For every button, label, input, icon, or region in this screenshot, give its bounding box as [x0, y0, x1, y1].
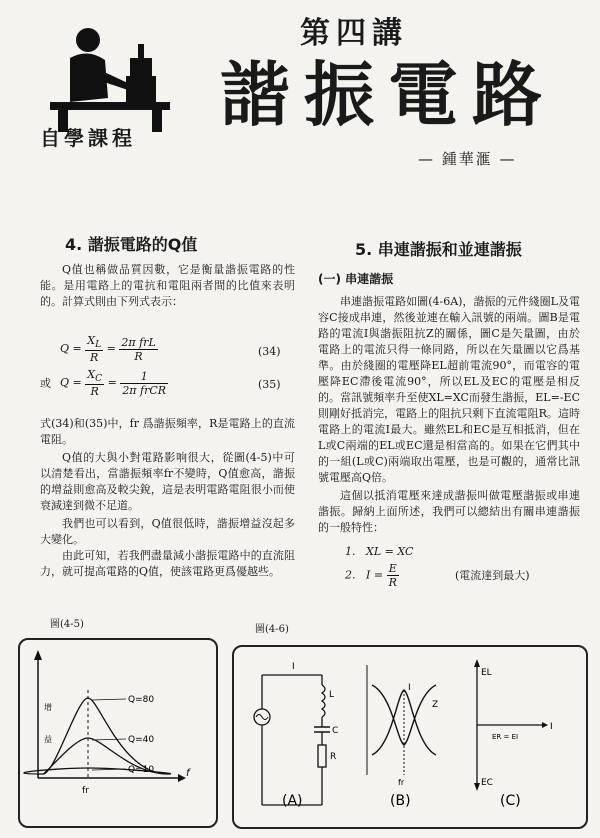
paragraph: 我們也可以看到，Q值很低時，諧振增益沒起多大變化。	[40, 517, 295, 546]
list-item: 2. I = $\frac{E}{R}$	[345, 562, 397, 589]
inductor-label: L	[329, 690, 335, 700]
phasor-i-label: I	[550, 722, 553, 732]
y-label-bottom: 益	[44, 735, 52, 744]
equation-number-34: (34)	[258, 345, 281, 358]
curve-leader-0	[92, 699, 126, 700]
page-title: 諧振電路	[220, 54, 556, 136]
fr-label-b: fr	[398, 778, 405, 787]
section-heading-4: 4. 諧振電路的Q值	[65, 235, 198, 254]
x-label: f	[186, 768, 190, 779]
figure-4-5-chart	[18, 638, 216, 826]
paragraph: 式(34)和(35)中，fr 爲諧振頻率，R是電路上的直流電阻。	[40, 417, 295, 446]
y-axis-arrow	[34, 650, 42, 660]
paragraph: 這個以抵消電壓來達成諧振叫做電壓諧振或串連諧振。歸納上面所述，我們可以總結出有關串連諧振的一般特性：	[318, 489, 580, 534]
curve-label-q-10: Q=10	[128, 765, 155, 775]
author: — 鍾華滙 —	[418, 150, 517, 168]
resistor-label: R	[330, 752, 337, 762]
current-impedance-curves	[367, 665, 438, 787]
current-label: I	[292, 662, 295, 672]
label-a: (A)	[282, 793, 303, 809]
label-c: (C)	[500, 793, 521, 809]
label-b: (B)	[390, 793, 411, 809]
list-item: 1. XL = XC	[345, 545, 414, 558]
curve-label-q-40: Q=40	[128, 735, 155, 745]
x-axis-arrow	[178, 774, 186, 782]
curve-z-label: Z	[432, 700, 439, 710]
paragraph: Q值的大與小對電路影响很大，從圖(4-5)中可以清楚看出，當諧振頻率fr不變時，Q值愈高，諧振的增益則愈高及較尖銳，這是表明電路電阻很小而使衰減達到微不足道。	[40, 451, 295, 512]
y-label-top: 增	[44, 703, 52, 712]
series-circuit	[254, 662, 338, 805]
curve-label-q-80: Q=80	[128, 695, 155, 705]
phasor-diagram	[474, 659, 553, 791]
subheading: (一) 串連諧振	[318, 272, 394, 286]
fr-label: fr	[82, 786, 89, 796]
figure-caption-4-5: 圖(4-5)	[50, 619, 84, 630]
paragraph: 串連諧振電路如圖(4-6A)，諧振的元件綫圈L及電容C接成串連，然後並連在輸入訊號的兩端。圖B是電路的電流I與諧振阻抗Z的關係，圖C是矢量圖，由於電路上的電流只得一條同路，所以在矢量圖以它爲基準。由於綫圈的電壓降EL超前電流90°，而電容的電壓降EC滯後電流90°，所以EL及EC的電壓是相反的。當訊號頻率升至使XL=XC而發生諧振，EL=-EC則剛好抵消完，電路上的阻抗只剩下直流電阻R。這時電路上的電流I最大。雖然EL和EC是互相抵消，但在L或C兩端的EL或EC還是相當高的。如果在它們其中的一組(L或C)兩端取出電壓，也是可觀的，通常比訊號電壓高Q倍。	[318, 295, 580, 484]
curve-leader-1	[92, 739, 126, 740]
section-heading-5: 5. 串連諧振和並連諧振	[355, 240, 522, 259]
item-note: (電流達到最大)	[455, 569, 530, 582]
equation-35: Q = $\frac{X_C}{R}$ = $\frac{1}{\text{2π frCR}}$	[60, 368, 167, 399]
ec-label: EC	[481, 778, 493, 788]
resistor-symbol	[318, 745, 326, 767]
paragraph: 由此可知，若我們盡量減小諧振電路中的直流阻力，就可提高電路的Q值，使該電路更爲優越些。	[40, 549, 295, 578]
figure-4-6-diagrams	[232, 645, 588, 829]
inductor-symbol	[322, 685, 325, 717]
equation-34: Q = $\frac{X_L}{R}$ = $\frac{\text{2π frL}}{R}$	[60, 334, 156, 365]
figure-caption-4-6: 圖(4-6)	[255, 624, 289, 635]
curve-i-label: I	[408, 683, 411, 693]
or-label: 或	[40, 377, 51, 390]
curve-leader-2	[92, 769, 126, 770]
paragraph: Q值也稱做品質因數，它是衡量諧振電路的性能。是用電路上的電抗和電阻兩者間的比值來表明的。計算式則由下列式表示：	[40, 263, 295, 308]
equation-number-35: (35)	[258, 378, 281, 391]
lecture-number: 第四講	[300, 16, 408, 51]
capacitor-label: C	[332, 726, 339, 736]
er-label: ER = EI	[492, 733, 519, 741]
el-label: EL	[481, 668, 492, 678]
logo-text: 自學課程	[40, 126, 136, 150]
